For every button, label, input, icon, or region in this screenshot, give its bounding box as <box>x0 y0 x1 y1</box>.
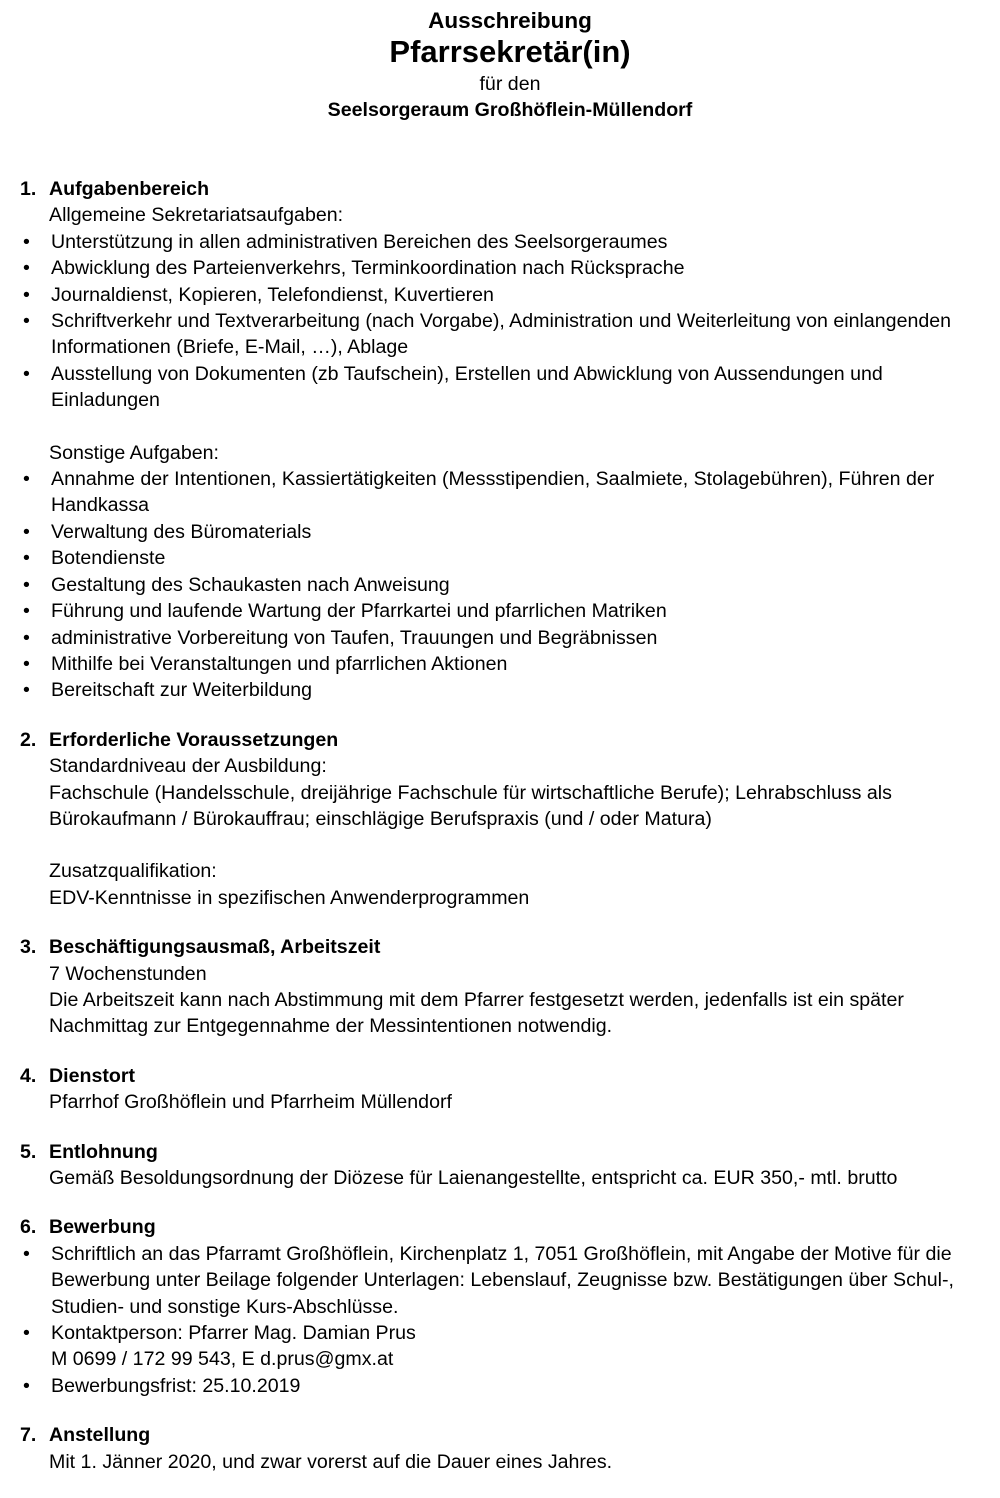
list-item: • Führung und laufende Wartung der Pfarrkartei und pfarrlichen Matriken <box>20 598 995 624</box>
list-item: • Ausstellung von Dokumenten (zb Taufschein), Erstellen und Abwicklung von Aussendungen und Einladungen <box>20 361 995 414</box>
document-area: Seelsorgeraum Großhöflein-Müllendorf <box>327 99 693 121</box>
list-item: • Abwicklung des Parteienverkehrs, Terminkoordination nach Rücksprache <box>20 255 995 281</box>
list-item: • Botendienste <box>20 545 995 571</box>
education-label: Standardniveau der Ausbildung: <box>49 755 327 778</box>
document-title: Pfarrsekretär(in) <box>389 34 631 69</box>
list-item: • administrative Vorbereitung von Taufen, Trauungen und Begräbnissen <box>20 625 995 651</box>
salary-text: Gemäß Besoldungsordnung der Diözese für Laienangestellte, entspricht ca. EUR 350,- mtl. brutto <box>49 1167 898 1189</box>
document-body <box>20 176 995 1498</box>
list-item: • Schriftverkehr und Textverarbeitung (nach Vorgabe), Administration und Weiterleitung von einlangenden Informationen (Briefe, E-Mail, …), Ablage <box>20 308 995 361</box>
list-item: • Schriftlich an das Pfarramt Großhöflein, Kirchenplatz 1, 7051 Großhöflein, mit Angabe der Motive für die Bewerbung unter Beilage folgender Unterlagen: Lebenslauf, Zeugnisse bzw. Bestätigungen über Schul-, Studien- und sonstige Kurs-Abschlüsse. <box>20 1241 995 1320</box>
section-heading <box>20 1139 995 1165</box>
section-number: 3. <box>20 936 37 959</box>
section-bewerbung <box>20 1214 995 1399</box>
section-title: Anstellung <box>49 1424 151 1447</box>
section-title: Erforderliche Voraussetzungen <box>49 728 339 751</box>
section-number: 7. <box>20 1424 37 1447</box>
list-item: • Bereitschaft zur Weiterbildung <box>20 677 995 703</box>
employment-start-text: Mit 1. Jänner 2020, und zwar vorerst auf die Dauer eines Jahres. <box>49 1450 613 1473</box>
general-tasks-label: Allgemeine Sekretariatsaufgaben: <box>49 204 344 227</box>
application-deadline: • Bewerbungsfrist: 25.10.2019 <box>20 1373 995 1399</box>
workplace-text: Pfarrhof Großhöflein und Pfarrheim Müllendorf <box>49 1091 452 1114</box>
section-anstellung <box>20 1422 995 1475</box>
general-tasks-list <box>20 229 995 414</box>
section-dienstort <box>20 1063 995 1116</box>
contact-person: • Kontaktperson: Pfarrer Mag. Damian Prus <box>51 1322 416 1345</box>
section-heading <box>20 934 995 960</box>
extra-qualification-label: Zusatzqualifikation: <box>49 860 217 883</box>
section-number: 2. <box>20 728 37 751</box>
section-heading <box>20 176 995 202</box>
section-title: Beschäftigungsausmaß, Arbeitszeit <box>49 936 381 959</box>
section-entlohnung <box>20 1139 995 1192</box>
weekly-hours: 7 Wochenstunden <box>49 962 207 985</box>
document-kind: Ausschreibung <box>428 8 592 33</box>
list-item: • Gestaltung des Schaukasten nach Anweisung <box>20 572 995 598</box>
section-heading <box>20 727 995 753</box>
other-tasks-list <box>20 466 995 704</box>
list-item: • Mithilfe bei Veranstaltungen und pfarrlichen Aktionen <box>20 651 995 677</box>
section-number: 1. <box>20 178 37 200</box>
application-list <box>20 1241 995 1399</box>
working-time-text: Die Arbeitszeit kann nach Abstimmung mit dem Pfarrer festgesetzt werden, jedenfalls ist ein später Nachmittag zur Entgegennahme der Messintentionen notwendig. <box>49 988 904 1038</box>
list-item: • Unterstützung in allen administrativen Bereichen des Seelsorgeraumes <box>20 229 995 255</box>
section-title: Aufgabenbereich <box>49 178 210 200</box>
other-tasks-label: Sonstige Aufgaben: <box>49 441 219 464</box>
section-title: Bewerbung <box>49 1216 156 1239</box>
section-heading <box>20 1214 995 1240</box>
contact-item <box>20 1320 995 1373</box>
section-number: 4. <box>20 1064 37 1087</box>
education-text: Fachschule (Handelsschule, dreijährige Fachschule für wirtschaftliche Berufe); Lehrabschluss als Bürokaufmann / Bürokauffrau; einschlägige Berufspraxis (und / oder Matura) <box>49 781 892 830</box>
section-aufgabenbereich <box>20 176 995 704</box>
list-item: • Verwaltung des Büromaterials <box>20 519 995 545</box>
section-title: Entlohnung <box>49 1140 158 1163</box>
document-header <box>0 7 1000 122</box>
list-item: • Annahme der Intentionen, Kassiertätigkeiten (Messstipendien, Saalmiete, Stolagebühren), Führen der Handkassa <box>20 466 995 519</box>
section-title: Dienstort <box>49 1064 136 1087</box>
section-number: 5. <box>20 1140 37 1163</box>
section-heading <box>20 1422 995 1448</box>
extra-qualification-text: EDV-Kenntnisse in spezifischen Anwenderprogrammen <box>49 886 530 909</box>
section-voraussetzungen <box>20 727 995 911</box>
section-heading <box>20 1063 995 1089</box>
section-number: 6. <box>20 1216 37 1239</box>
contact-details: M 0699 / 172 99 543, E d.prus@gmx.at <box>51 1348 394 1371</box>
section-arbeitszeit <box>20 934 995 1040</box>
document-for: für den <box>479 73 541 95</box>
list-item: • Journaldienst, Kopieren, Telefondienst, Kuvertieren <box>20 282 995 308</box>
